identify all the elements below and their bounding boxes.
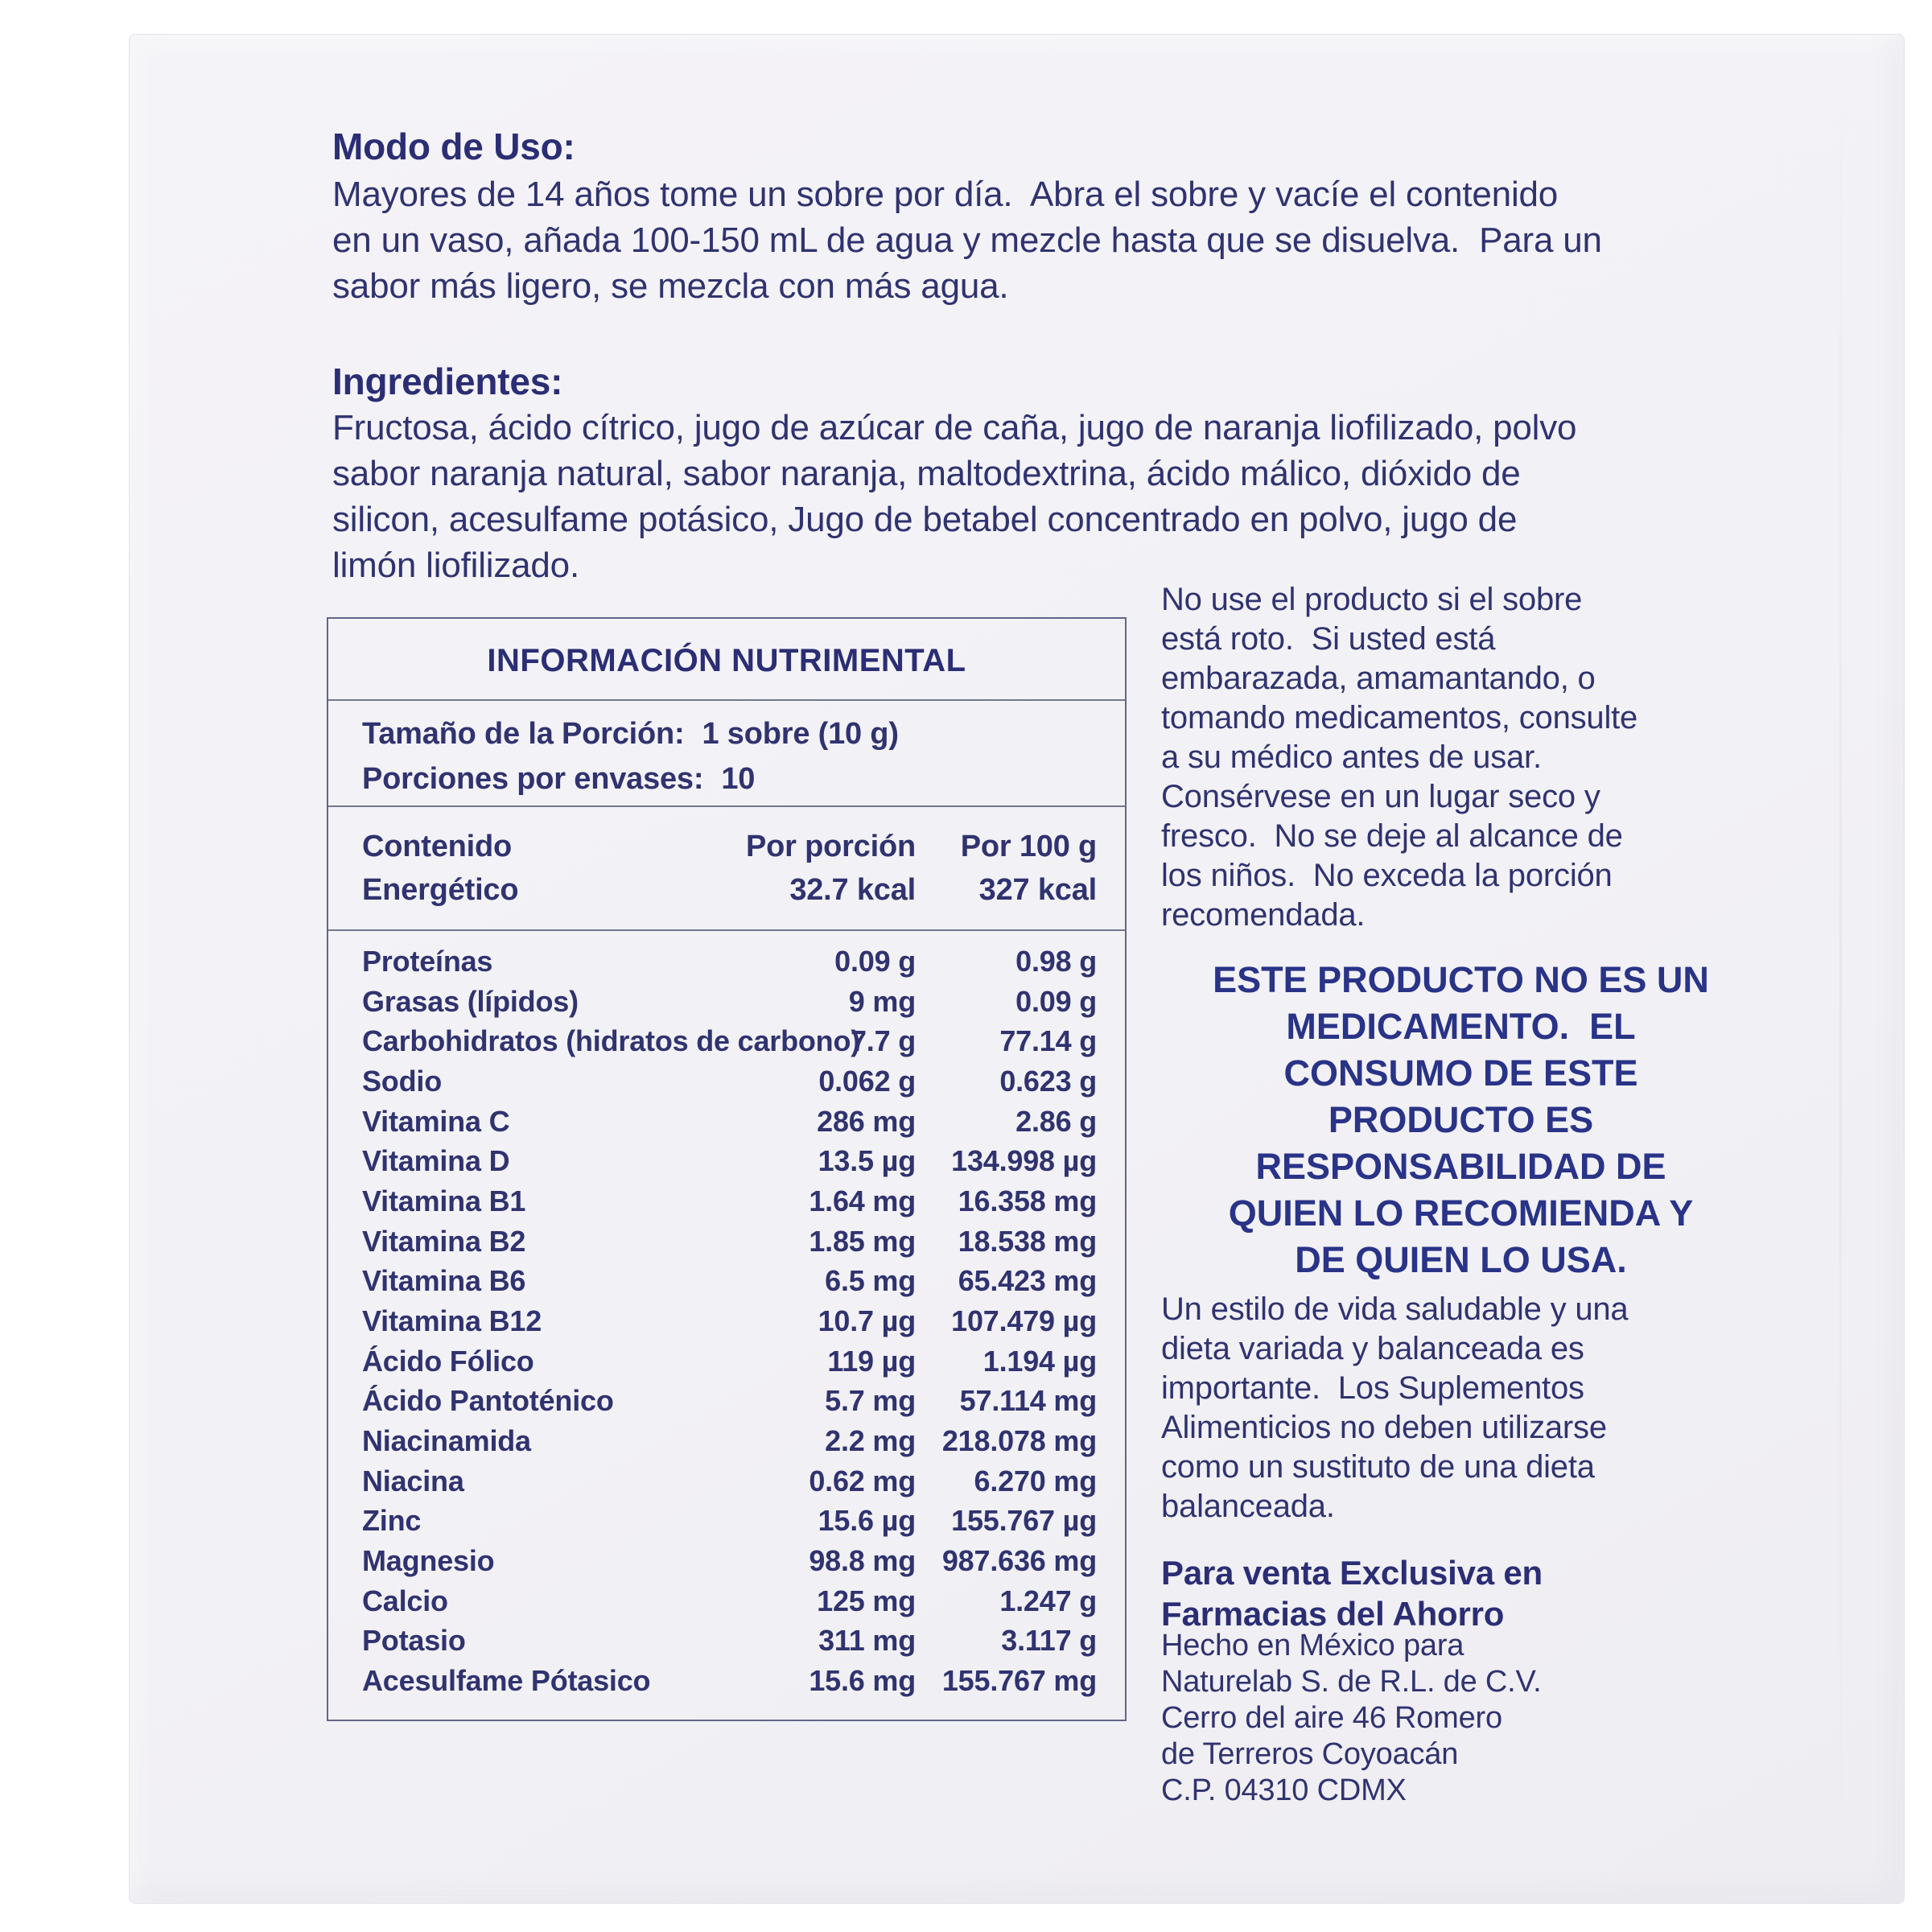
warnings-line: fresco. No se deje al alcance de <box>1161 818 1623 854</box>
nutrient-per-serving: 125 mg <box>817 1584 916 1617</box>
nutrient-per-100g: 107.479 µg <box>951 1304 1097 1337</box>
lifestyle-paragraph <box>1161 1290 1628 1526</box>
table-row <box>328 1584 1125 1623</box>
warnings-line: tomando medicamentos, consulte <box>1161 700 1638 735</box>
nutrient-per-serving: 7.7 g <box>850 1024 916 1058</box>
nutrient-per-100g: 16.358 mg <box>958 1184 1097 1217</box>
nutrient-per-serving: 1.64 mg <box>809 1184 916 1217</box>
table-row <box>328 1664 1125 1703</box>
table-row <box>328 945 1125 983</box>
table-row <box>328 1424 1125 1463</box>
nutrient-per-serving: 0.09 g <box>834 944 916 978</box>
nutrient-name: Vitamina B12 <box>362 1304 542 1337</box>
nutrient-name: Proteínas <box>362 944 493 978</box>
disclaimer-line: ESTE PRODUCTO NO ES UN <box>1213 959 1709 1000</box>
manufacturer-line: Cerro del aire 46 Romero <box>1161 1701 1502 1735</box>
manufacturer-line: de Terreros Coyoacán <box>1161 1737 1459 1771</box>
usage-line: sabor más ligero, se mezcla con más agua. <box>332 266 1009 306</box>
nutrient-name: Vitamina B2 <box>362 1224 526 1258</box>
energy-content-label-line2: Energético <box>362 873 519 907</box>
table-row <box>328 1464 1125 1503</box>
nutrient-per-serving: 98.8 mg <box>809 1543 916 1577</box>
nutrient-per-serving: 10.7 µg <box>818 1304 916 1337</box>
table-row <box>328 1384 1125 1423</box>
disclaimer-line: CONSUMO DE ESTE <box>1283 1053 1638 1094</box>
per-100g-column-header: Por 100 g <box>960 830 1097 863</box>
lifestyle-line: Alimenticios no deben utilizarse <box>1161 1410 1607 1445</box>
nutrient-name: Vitamina B1 <box>362 1184 526 1217</box>
usage-title: Modo de Uso: <box>332 126 575 167</box>
table-row <box>328 1024 1125 1063</box>
ingredients-paragraph <box>332 405 1576 588</box>
warnings-line: a su médico antes de usar. <box>1161 739 1542 775</box>
nutrient-per-serving: 13.5 µg <box>818 1144 916 1178</box>
per-serving-column-header: Por porción <box>745 830 916 863</box>
nutrient-per-100g: 18.538 mg <box>958 1224 1097 1258</box>
exclusive-sale-note <box>1161 1552 1543 1634</box>
disclaimer-paragraph <box>1161 957 1761 1283</box>
nutrient-per-100g: 3.117 g <box>1001 1624 1097 1658</box>
exclusive-sale-line: Farmacias del Ahorro <box>1161 1595 1505 1633</box>
nutrient-name: Potasio <box>362 1624 466 1658</box>
nutrient-name: Zinc <box>362 1504 422 1538</box>
disclaimer-line: RESPONSABILIDAD DE <box>1255 1146 1666 1187</box>
nutrient-per-serving: 286 mg <box>817 1104 916 1138</box>
usage-line: Mayores de 14 años tome un sobre por día. Abra el sobre y vacíe el contenido <box>332 175 1559 214</box>
nutrient-per-serving: 0.062 g <box>818 1064 916 1098</box>
nutrient-per-serving: 5.7 mg <box>825 1384 916 1418</box>
energy-content-label-line1: Contenido <box>362 830 513 863</box>
table-row <box>328 1105 1125 1143</box>
table-row <box>328 1345 1125 1383</box>
serving-size-row <box>362 717 899 752</box>
servings-label: Porciones por envases: <box>362 762 704 796</box>
warnings-line: recomendada. <box>1161 897 1366 933</box>
usage-line: en un vaso, añada 100-150 mL de agua y mezcle hasta que se disuelva. Para un <box>332 220 1602 260</box>
warnings-line: Consérvese en un lugar seco y <box>1161 779 1600 814</box>
product-box-back-panel <box>129 34 1905 1904</box>
warnings-line: embarazada, amamantando, o <box>1161 661 1596 696</box>
disclaimer-line: PRODUCTO ES <box>1328 1099 1594 1140</box>
nutrient-name: Niacinamida <box>362 1423 531 1457</box>
warnings-line: los niños. No exceda la porción <box>1161 858 1613 893</box>
nutrient-per-100g: 987.636 mg <box>941 1543 1097 1577</box>
nutrient-per-100g: 218.078 mg <box>941 1423 1097 1457</box>
disclaimer-line: MEDICAMENTO. EL <box>1286 1006 1636 1047</box>
table-divider <box>328 699 1125 701</box>
nutrient-per-serving: 6.5 mg <box>825 1264 916 1298</box>
table-row <box>328 1304 1125 1343</box>
nutrient-per-serving: 15.6 mg <box>809 1663 916 1697</box>
nutrient-per-100g: 0.623 g <box>999 1064 1097 1098</box>
nutrient-name: Acesulfame Pótasico <box>362 1663 651 1697</box>
nutrition-table-title: INFORMACIÓN NUTRIMENTAL <box>487 643 966 678</box>
energy-per-100g-value: 327 kcal <box>978 873 1097 907</box>
nutrient-per-100g: 155.767 mg <box>941 1663 1097 1697</box>
ingredients-line: silicon, acesulfame potásico, Jugo de betabel concentrado en polvo, jugo de <box>332 500 1518 539</box>
table-row <box>328 985 1125 1024</box>
table-row <box>328 1264 1125 1303</box>
disclaimer-line: DE QUIEN LO USA. <box>1295 1239 1627 1280</box>
nutrient-name: Vitamina D <box>362 1144 510 1178</box>
nutrient-name: Carbohidratos (hidratos de carbono) <box>362 1024 861 1058</box>
nutrient-per-serving: 2.2 mg <box>825 1423 916 1457</box>
servings-per-container-row <box>362 762 755 797</box>
manufacturer-line: Naturelab S. de R.L. de C.V. <box>1161 1665 1542 1699</box>
nutrient-per-100g: 1.247 g <box>999 1584 1097 1617</box>
nutrient-name: Niacina <box>362 1464 464 1497</box>
nutrient-name: Ácido Fólico <box>362 1344 534 1378</box>
nutrient-per-100g: 1.194 µg <box>982 1344 1097 1378</box>
table-row <box>328 1225 1125 1263</box>
nutrient-per-serving: 311 mg <box>818 1624 916 1658</box>
nutrient-per-100g: 134.998 µg <box>951 1144 1097 1178</box>
nutrient-per-serving: 15.6 µg <box>818 1504 916 1538</box>
table-row <box>328 1065 1125 1103</box>
nutrient-name: Vitamina B6 <box>362 1264 526 1298</box>
table-divider <box>328 929 1125 931</box>
nutrient-per-100g: 77.14 g <box>999 1024 1097 1058</box>
manufacturer-address <box>1161 1628 1542 1809</box>
table-row <box>328 1544 1125 1583</box>
lifestyle-line: balanceada. <box>1161 1489 1335 1524</box>
box-crease <box>1839 35 1842 1903</box>
ingredients-line: limón liofilizado. <box>332 546 579 585</box>
table-row <box>328 1184 1125 1223</box>
warnings-line: No use el producto si el sobre <box>1161 582 1583 617</box>
lifestyle-line: importante. Los Suplementos <box>1161 1370 1584 1406</box>
manufacturer-line: C.P. 04310 CDMX <box>1161 1773 1407 1807</box>
nutrient-per-serving: 119 µg <box>827 1344 916 1378</box>
nutrient-per-serving: 9 mg <box>848 984 916 1018</box>
lifestyle-line: dieta variada y balanceada es <box>1161 1331 1584 1366</box>
nutrient-per-serving: 1.85 mg <box>809 1224 916 1258</box>
nutrient-per-100g: 155.767 µg <box>951 1504 1097 1538</box>
nutrient-per-100g: 2.86 g <box>1015 1104 1097 1138</box>
ingredients-title: Ingredientes: <box>332 360 563 402</box>
disclaimer-line: QUIEN LO RECOMIENDA Y <box>1228 1193 1694 1234</box>
servings-value: 10 <box>721 762 756 796</box>
nutrient-per-serving: 0.62 mg <box>809 1464 916 1497</box>
lifestyle-line: Un estilo de vida saludable y una <box>1161 1291 1629 1327</box>
warnings-paragraph <box>1161 580 1637 935</box>
nutrient-name: Magnesio <box>362 1543 495 1577</box>
serving-size-label: Tamaño de la Porción: <box>362 717 685 751</box>
nutrient-per-100g: 6.270 mg <box>974 1464 1097 1497</box>
nutrition-table <box>327 617 1127 1721</box>
nutrient-name: Ácido Pantoténico <box>362 1384 614 1418</box>
nutrient-name: Vitamina C <box>362 1104 510 1138</box>
nutrient-rows <box>328 944 1125 1703</box>
nutrient-name: Grasas (lípidos) <box>362 984 579 1018</box>
table-row <box>328 1504 1125 1543</box>
manufacturer-line: Hecho en México para <box>1161 1629 1464 1662</box>
energy-per-serving-value: 32.7 kcal <box>789 873 916 907</box>
nutrient-per-100g: 65.423 mg <box>958 1264 1097 1298</box>
nutrient-per-100g: 0.09 g <box>1015 984 1097 1018</box>
nutrient-name: Calcio <box>362 1584 448 1617</box>
ingredients-line: Fructosa, ácido cítrico, jugo de azúcar de caña, jugo de naranja liofilizado, polvo <box>332 408 1577 447</box>
nutrient-per-100g: 0.98 g <box>1015 944 1097 978</box>
usage-paragraph <box>332 171 1602 309</box>
table-divider <box>328 805 1125 807</box>
exclusive-sale-line: Para venta Exclusiva en <box>1161 1554 1543 1592</box>
nutrient-per-100g: 57.114 mg <box>959 1384 1097 1418</box>
table-row <box>328 1144 1125 1183</box>
serving-size-value: 1 sobre (10 g) <box>702 717 899 751</box>
nutrient-name: Sodio <box>362 1064 442 1098</box>
lifestyle-line: como un sustituto de una dieta <box>1161 1449 1595 1485</box>
warnings-line: está roto. Si usted está <box>1161 621 1496 657</box>
ingredients-line: sabor naranja natural, sabor naranja, maltodextrina, ácido málico, dióxido de <box>332 454 1521 493</box>
table-row <box>328 1624 1125 1662</box>
